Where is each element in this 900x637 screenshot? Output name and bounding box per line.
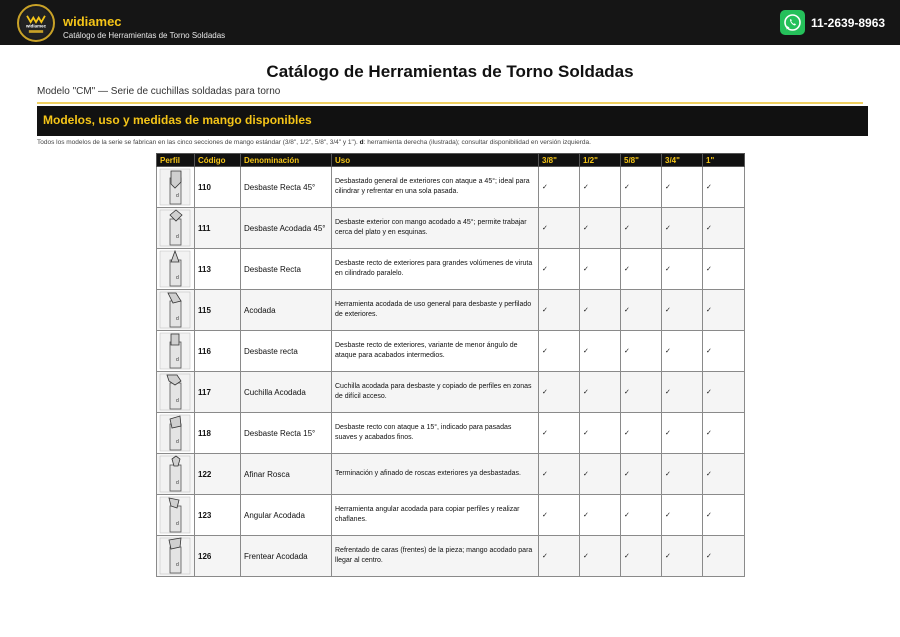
tool-name: Desbaste Recta	[241, 249, 332, 290]
top-bar	[0, 0, 900, 45]
tool-profile-icon	[159, 373, 191, 411]
size-check: ✓	[662, 290, 703, 331]
size-check: ✓	[621, 331, 662, 372]
profile-d-label: d	[176, 398, 179, 404]
size-check: ✓	[539, 290, 580, 331]
col-size-1: 1"	[703, 154, 745, 167]
tool-name: Desbaste Recta 45°	[241, 167, 332, 208]
size-check: ✓	[703, 249, 745, 290]
size-check: ✓	[662, 454, 703, 495]
brand-name: widiamec	[63, 14, 122, 29]
profile-d-label: d	[176, 521, 179, 527]
tool-profile-icon	[159, 537, 191, 575]
page-title: Catálogo de Herramientas de Torno Soldadas	[266, 62, 634, 81]
profile-d-label: d	[176, 275, 179, 281]
table-row	[157, 454, 745, 495]
size-check: ✓	[539, 208, 580, 249]
tool-use: Herramienta angular acodada para copiar perfiles y realizar chaflanes.	[332, 495, 539, 536]
size-check: ✓	[580, 495, 621, 536]
tool-name: Angular Acodada	[241, 495, 332, 536]
logo-text: widiamec	[25, 23, 47, 29]
size-check: ✓	[539, 495, 580, 536]
tool-code: 115	[195, 290, 241, 331]
tool-code: 117	[195, 372, 241, 413]
tool-use: Herramienta acodada de uso general para desbaste y perfilado de exteriores.	[332, 290, 539, 331]
size-check: ✓	[621, 372, 662, 413]
size-check: ✓	[580, 454, 621, 495]
page-subtitle: Modelo "CM" — Serie de cuchillas soldadas para torno	[37, 86, 281, 97]
size-check: ✓	[539, 167, 580, 208]
size-check: ✓	[703, 536, 745, 577]
table-header-row	[157, 154, 745, 167]
note-rest: : herramienta derecha (ilustrada); consultar disponibilidad en versión izquierda.	[363, 139, 591, 146]
tools-table	[156, 153, 745, 577]
size-check: ✓	[539, 372, 580, 413]
tool-name: Desbaste recta	[241, 331, 332, 372]
size-check: ✓	[539, 454, 580, 495]
tool-code: 113	[195, 249, 241, 290]
size-check: ✓	[662, 413, 703, 454]
size-check: ✓	[621, 536, 662, 577]
size-check: ✓	[662, 208, 703, 249]
size-check: ✓	[580, 331, 621, 372]
tool-profile-icon	[159, 496, 191, 534]
profile-cell	[157, 536, 195, 577]
table-row	[157, 290, 745, 331]
size-check: ✓	[703, 331, 745, 372]
size-check: ✓	[703, 413, 745, 454]
table-row	[157, 495, 745, 536]
tool-profile-icon	[159, 168, 191, 206]
profile-d-label: d	[176, 562, 179, 568]
size-check: ✓	[703, 372, 745, 413]
tool-code: 110	[195, 167, 241, 208]
whatsapp-icon[interactable]	[780, 10, 805, 35]
col-size-1-2: 1/2"	[580, 154, 621, 167]
tool-profile-icon	[159, 291, 191, 329]
brand-subtitle: Catálogo de Herramientas de Torno Soldadas	[63, 31, 226, 40]
tool-profile-icon	[159, 209, 191, 247]
col-size-3-8: 3/8"	[539, 154, 580, 167]
table-body	[157, 167, 745, 577]
tool-use: Cuchilla acodada para desbaste y copiado de perfiles en zonas de difícil acceso.	[332, 372, 539, 413]
profile-d-label: d	[176, 234, 179, 240]
tool-code: 111	[195, 208, 241, 249]
profile-d-label: d	[176, 439, 179, 445]
size-check: ✓	[703, 454, 745, 495]
size-check: ✓	[621, 208, 662, 249]
col-perfil: Perfil	[157, 154, 195, 167]
size-check: ✓	[580, 290, 621, 331]
table-row	[157, 167, 745, 208]
size-check: ✓	[580, 208, 621, 249]
tool-code: 116	[195, 331, 241, 372]
profile-cell	[157, 413, 195, 454]
size-check: ✓	[703, 290, 745, 331]
tool-code: 123	[195, 495, 241, 536]
col-size-5-8: 5/8"	[621, 154, 662, 167]
tool-code: 118	[195, 413, 241, 454]
size-check: ✓	[621, 413, 662, 454]
section-header	[37, 106, 868, 136]
size-check: ✓	[703, 495, 745, 536]
size-check: ✓	[580, 167, 621, 208]
size-check: ✓	[662, 536, 703, 577]
phone-number[interactable]: 11-2639-8963	[811, 16, 886, 30]
size-check: ✓	[539, 536, 580, 577]
size-check: ✓	[621, 290, 662, 331]
tool-profile-icon	[159, 455, 191, 493]
tool-use: Terminación y afinado de roscas exteriores ya desbastadas.	[332, 454, 539, 495]
tool-code: 122	[195, 454, 241, 495]
tool-name: Afinar Rosca	[241, 454, 332, 495]
profile-cell	[157, 167, 195, 208]
profile-d-label: d	[176, 357, 179, 363]
profile-cell	[157, 249, 195, 290]
size-check: ✓	[621, 495, 662, 536]
table-row	[157, 331, 745, 372]
note-bold: d	[359, 139, 364, 146]
profile-d-label: d	[176, 193, 179, 199]
profile-d-label: d	[176, 316, 179, 322]
profile-cell	[157, 495, 195, 536]
col-uso: Uso	[332, 154, 539, 167]
note-text: Todos los modelos de la serie se fabrican en las cinco secciones de mango estándar (3/8", 1/2", 5/8", 3/4" y 1").	[37, 139, 360, 146]
size-check: ✓	[580, 249, 621, 290]
widiamec-logo[interactable]	[17, 4, 55, 42]
availability-note	[37, 139, 591, 146]
size-check: ✓	[662, 372, 703, 413]
tool-use: Desbaste recto de exteriores para grandes volúmenes de viruta en cilindrado paralelo.	[332, 249, 539, 290]
col-size-3-4: 3/4"	[662, 154, 703, 167]
tool-name: Frentear Acodada	[241, 536, 332, 577]
tool-profile-icon	[159, 250, 191, 288]
tool-name: Cuchilla Acodada	[241, 372, 332, 413]
tool-use: Desbastado general de exteriores con ataque a 45°; ideal para cilindrar y refrentar en una sola pasada.	[332, 167, 539, 208]
size-check: ✓	[539, 249, 580, 290]
profile-cell	[157, 454, 195, 495]
tool-name: Desbaste Acodada 45°	[241, 208, 332, 249]
size-check: ✓	[703, 167, 745, 208]
size-check: ✓	[539, 331, 580, 372]
size-check: ✓	[662, 167, 703, 208]
profile-d-label: d	[176, 480, 179, 486]
table-row	[157, 413, 745, 454]
tool-profile-icon	[159, 414, 191, 452]
size-check: ✓	[703, 208, 745, 249]
size-check: ✓	[580, 413, 621, 454]
tool-name: Desbaste Recta 15°	[241, 413, 332, 454]
size-check: ✓	[621, 454, 662, 495]
table-row	[157, 249, 745, 290]
table-row	[157, 372, 745, 413]
col-codigo: Código	[195, 154, 241, 167]
section-title: Modelos, uso y medidas de mango disponibles	[43, 113, 312, 127]
profile-cell	[157, 208, 195, 249]
size-check: ✓	[662, 495, 703, 536]
profile-cell	[157, 331, 195, 372]
tool-use: Refrentado de caras (frentes) de la pieza; mango acodado para llegar al centro.	[332, 536, 539, 577]
tool-use: Desbaste recto con ataque a 15°, indicado para pasadas suaves y acabados finos.	[332, 413, 539, 454]
title-divider	[37, 102, 863, 104]
col-denominacion: Denominación	[241, 154, 332, 167]
tool-use: Desbaste recto de exteriores, variante de menor ángulo de ataque para acabados intermedios.	[332, 331, 539, 372]
profile-cell	[157, 290, 195, 331]
table-row	[157, 208, 745, 249]
tool-use: Desbaste exterior con mango acodado a 45°; permite trabajar cerca del plato y en esquinas.	[332, 208, 539, 249]
size-check: ✓	[580, 372, 621, 413]
tool-name: Acodada	[241, 290, 332, 331]
size-check: ✓	[621, 167, 662, 208]
tool-profile-icon	[159, 332, 191, 370]
size-check: ✓	[580, 536, 621, 577]
size-check: ✓	[662, 331, 703, 372]
table-row	[157, 536, 745, 577]
size-check: ✓	[662, 249, 703, 290]
tool-code: 126	[195, 536, 241, 577]
size-check: ✓	[539, 413, 580, 454]
size-check: ✓	[621, 249, 662, 290]
profile-cell	[157, 372, 195, 413]
